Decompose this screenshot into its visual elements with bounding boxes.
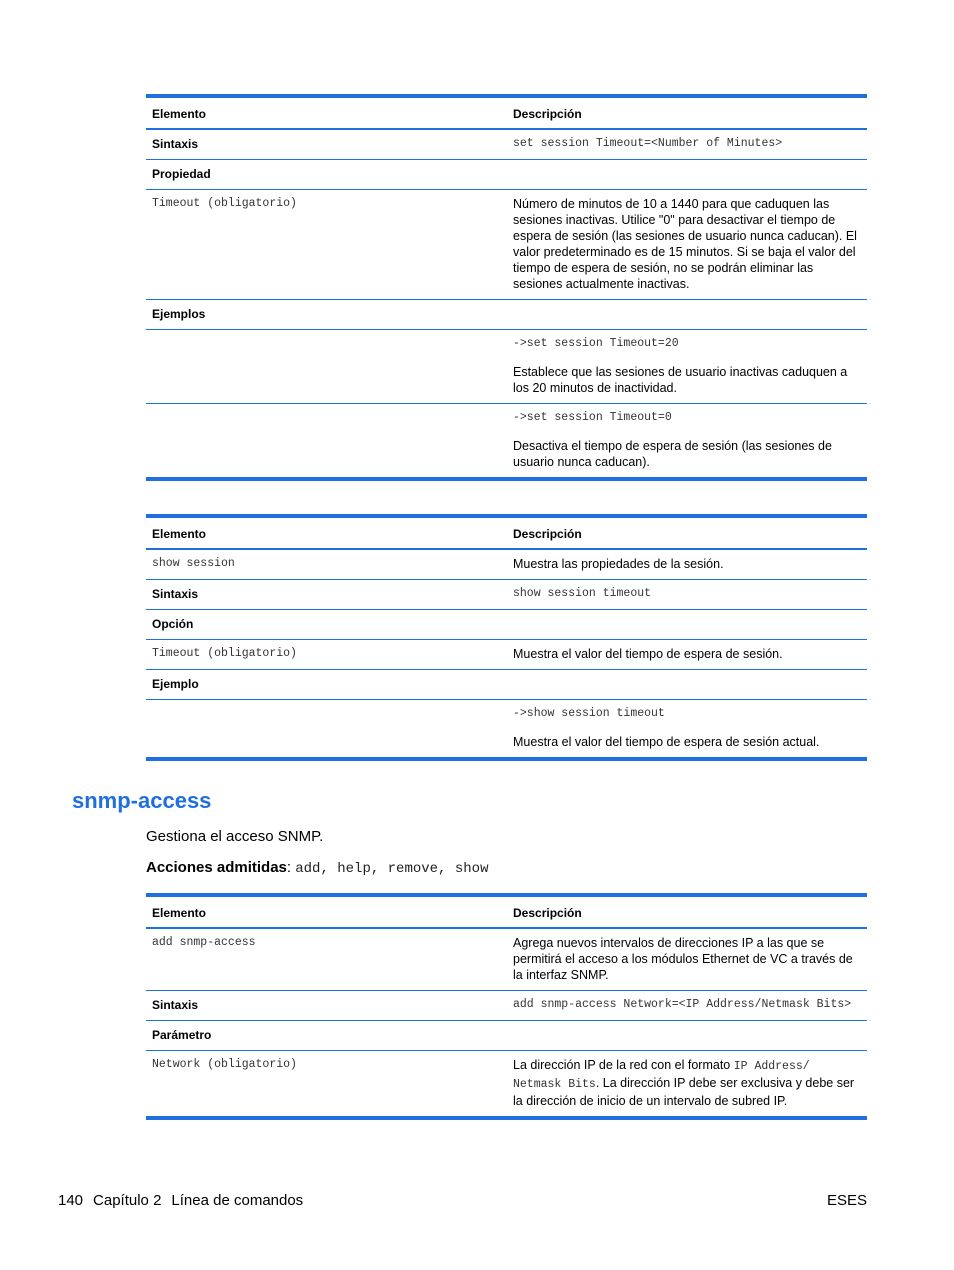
table-row bbox=[146, 580, 867, 610]
empty-cell bbox=[507, 300, 867, 330]
column-header-element: Elemento bbox=[146, 516, 507, 549]
example-cell bbox=[507, 404, 867, 480]
supported-actions bbox=[146, 859, 488, 877]
page-footer bbox=[58, 1192, 303, 1209]
example-description: Establece que las sesiones de usuario inactivas caduquen a los 20 minutos de inactividad. bbox=[513, 365, 848, 395]
example-command: ->set session Timeout=20 bbox=[513, 337, 679, 350]
empty-cell bbox=[507, 610, 867, 640]
network-desc-text: . La dirección IP debe ser exclusiva y debe ser la dirección de inicio de un intervalo de subred IP. bbox=[513, 1076, 855, 1108]
syntax-value: set session Timeout=<Number of Minutes> bbox=[507, 129, 867, 160]
example-cell bbox=[507, 700, 867, 760]
empty-cell bbox=[146, 330, 507, 404]
timeout-item: Timeout (obligatorio) bbox=[146, 640, 507, 670]
example-command: ->show session timeout bbox=[513, 707, 665, 720]
table-header-row bbox=[146, 96, 867, 129]
syntax-label: Sintaxis bbox=[146, 580, 507, 610]
table-row bbox=[146, 928, 867, 991]
table-row bbox=[146, 610, 867, 640]
page-number: 140 bbox=[58, 1192, 84, 1209]
empty-cell bbox=[146, 700, 507, 760]
table-row bbox=[146, 700, 867, 760]
example-label: Ejemplo bbox=[146, 670, 507, 700]
table-row bbox=[146, 330, 867, 404]
empty-cell bbox=[507, 160, 867, 190]
table-row bbox=[146, 129, 867, 160]
chapter-title: Línea de comandos bbox=[171, 1192, 304, 1209]
locale-code: ESES bbox=[826, 1192, 867, 1209]
actions-label: Acciones admitidas bbox=[146, 859, 287, 876]
command-item: show session bbox=[146, 549, 507, 580]
section-title: snmp-access bbox=[72, 788, 212, 813]
syntax-value: add snmp-access Network=<IP Address/Netmask Bits> bbox=[507, 991, 867, 1021]
table-row bbox=[146, 160, 867, 190]
command-item: add snmp-access bbox=[146, 928, 507, 991]
option-label: Opción bbox=[146, 610, 507, 640]
example-description: Desactiva el tiempo de espera de sesión (las sesiones de usuario nunca caducan). bbox=[513, 439, 832, 469]
network-description bbox=[507, 1051, 867, 1119]
section-description: Gestiona el acceso SNMP. bbox=[146, 828, 324, 845]
network-item: Network (obligatorio) bbox=[152, 1058, 297, 1071]
session-show-table bbox=[146, 514, 867, 761]
table-row bbox=[146, 190, 867, 300]
table-row bbox=[146, 640, 867, 670]
column-header-description: Descripción bbox=[507, 895, 867, 928]
chapter-label: Capítulo 2 bbox=[93, 1192, 162, 1209]
command-description: Muestra las propiedades de la sesión. bbox=[507, 549, 867, 580]
syntax-value: show session timeout bbox=[507, 580, 867, 610]
table-row bbox=[146, 404, 867, 480]
timeout-description: Número de minutos de 10 a 1440 para que caduquen las sesiones inactivas. Utilice "0" para desactivar el tiempo de espera de sesión (las sesiones de usuario nunca caducan). El valor predeterminado es de 15 minutos. Si se baja el valor del tiempo de espera de sesión, no se podrán eliminar las sesiones actualmente inactivas. bbox=[507, 190, 867, 300]
table-row bbox=[146, 549, 867, 580]
timeout-item: Timeout (obligatorio) bbox=[146, 190, 507, 300]
empty-cell bbox=[507, 670, 867, 700]
parameter-label: Parámetro bbox=[146, 1021, 507, 1051]
example-cell bbox=[507, 330, 867, 404]
column-header-description: Descripción bbox=[507, 516, 867, 549]
examples-label: Ejemplos bbox=[146, 300, 507, 330]
table-row bbox=[146, 991, 867, 1021]
timeout-description: Muestra el valor del tiempo de espera de sesión. bbox=[507, 640, 867, 670]
table-header-row bbox=[146, 895, 867, 928]
table-header-row bbox=[146, 516, 867, 549]
example-description: Muestra el valor del tiempo de espera de sesión actual. bbox=[513, 735, 820, 749]
command-description: Agrega nuevos intervalos de direcciones IP a las que se permitirá el acceso a los módulos Ethernet de VC a través de la interfaz SNMP. bbox=[507, 928, 867, 991]
empty-cell bbox=[146, 404, 507, 480]
network-desc-text: La dirección IP de la red con el formato bbox=[513, 1058, 734, 1072]
snmp-access-table bbox=[146, 893, 867, 1120]
column-header-description: Descripción bbox=[507, 96, 867, 129]
column-header-element: Elemento bbox=[146, 96, 507, 129]
table-row bbox=[146, 670, 867, 700]
session-set-table bbox=[146, 94, 867, 481]
syntax-label: Sintaxis bbox=[146, 129, 507, 160]
table-row bbox=[146, 300, 867, 330]
actions-separator: : bbox=[286, 859, 296, 876]
empty-cell bbox=[507, 1021, 867, 1051]
table-row bbox=[146, 1021, 867, 1051]
syntax-label: Sintaxis bbox=[146, 991, 507, 1021]
actions-values: add, help, remove, show bbox=[295, 861, 489, 877]
property-label: Propiedad bbox=[146, 160, 507, 190]
column-header-element: Elemento bbox=[146, 895, 507, 928]
table-row bbox=[146, 1051, 867, 1119]
network-desc-code: IP Address/ Netmask Bits bbox=[513, 1060, 810, 1091]
example-command: ->set session Timeout=0 bbox=[513, 411, 672, 424]
